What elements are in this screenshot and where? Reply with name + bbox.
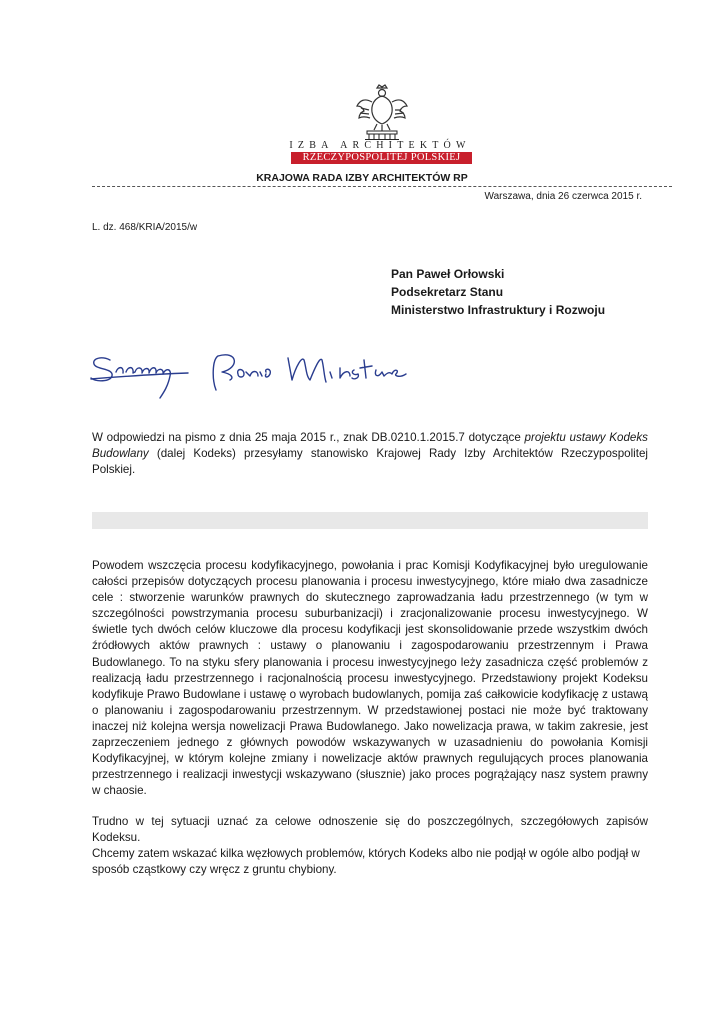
council-heading: KRAJOWA RADA IZBY ARCHITEKTÓW RP	[256, 172, 468, 184]
org-banner: RZECZYPOSPOLITEJ POLSKIEJ	[291, 152, 472, 164]
header-divider	[92, 186, 672, 187]
addressee-name: Pan Paweł Orłowski	[391, 267, 505, 281]
paragraph-intro-lead: W odpowiedzi na pismo z dnia 25 maja 2015 r., znak DB.0210.1.2015.7 dotyczące	[92, 431, 525, 444]
reference-number: L. dz. 468/KRIA/2015/w	[92, 222, 198, 233]
place-date: Warszawa, dnia 26 czerwca 2015 r.	[484, 191, 642, 202]
addressee-ministry: Ministerstwo Infrastruktury i Rozwoju	[391, 303, 606, 317]
paragraph-intro	[92, 430, 648, 478]
handwritten-salutation	[88, 346, 418, 410]
addressee-title: Podsekretarz Stanu	[391, 285, 504, 299]
paragraph-closing: Chcemy zatem wskazać kilka węzłowych problemów, których Kodeks albo nie podjął w ogóle albo podjął w sposób cząstkowy czy wręcz z gruntu chybiony.	[92, 847, 640, 877]
paragraph-intro-italic: projektu ustawy Kodeks Budowlany	[92, 431, 648, 461]
grey-separator-bar	[92, 512, 648, 529]
org-name-line: IZBA ARCHITEKTÓW	[289, 140, 471, 151]
paragraph-conclusion: Trudno w tej sytuacji uznać za celowe odnoszenie się do poszczególnych, szczegółowych zapisów Kodeksu.	[92, 815, 648, 845]
paragraph-intro-tail: (dalej Kodeks) przesyłamy stanowisko Krajowej Rady Izby Architektów Rzeczypospolitej Polskiej.	[92, 447, 648, 477]
paragraph-main: Powodem wszczęcia procesu kodyfikacyjnego, powołania i prac Komisji Kodyfikacyjnej było uregulowanie całości przepisów dotyczących procesu planowania i procesu inwestycyjnego, które miało dwa zasadnicze cele : stworzenie warunków prawnych do skutecznego zaprowadzania ładu przestrzennego (w tym w szczególności powstrzymania procesu suburbanizacji) i zracjonalizowanie procesu inwestycyjnego. W świetle tych dwóch celów kluczowe dla procesu kodyfikacji jest skonsolidowanie przede wszystkim dwóch źródłowych aktów prawnych : ustawy o planowaniu i zagospodarowaniu przestrzennym i Prawa Budowlanego. To na styku sfery planowania i procesu inwestycyjnego leży zasadnicza część problemów z realizacją ładu przestrzennego i racjonalnością procesu inwestycyjnego. Przedstawiony projekt Kodeksu kodyfikuje Prawo Budowlane i ustawę o wyrobach budowlanych, pomija zaś całkowicie kodyfikację z ustawą o planowaniu i zagospodarowaniu przestrzennym. W przedstawionej postaci nie może być traktowany inaczej niż kolejna wersja nowelizacji Prawa Budowlanego. Jako nowelizacja prawa, w takim zakresie, jest zaprzeczeniem jednego z głównych powodów wskazywanych w uzasadnieniu do powołania Komisji Kodyfikacyjnej, w którym kolejne zmiany i nowelizacje aktów prawnych regulujących proces planowania przestrzennego i realizacji inwestycji wskazywano (słusznie) jako proces pogrążający nasz system prawny w chaosie.	[92, 559, 648, 798]
eagle-emblem-icon	[355, 84, 409, 140]
